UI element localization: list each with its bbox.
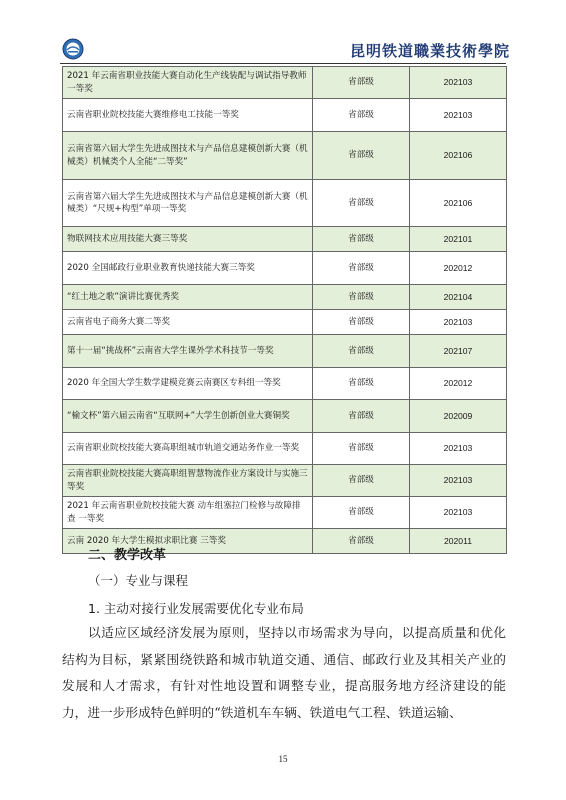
- table-row: [63, 285, 507, 310]
- award-level-cell: 省部级: [313, 180, 410, 227]
- page-number: 15: [278, 754, 288, 764]
- award-date-cell: 202011: [410, 529, 507, 554]
- award-level-cell: 省部级: [313, 285, 410, 310]
- award-level-cell: 省部级: [313, 368, 410, 400]
- award-level-cell: 省部级: [313, 310, 410, 335]
- award-name-cell: 物联网技术应用技能大赛三等奖: [63, 227, 313, 252]
- section-heading: 二、教学改革: [88, 548, 167, 563]
- table-row: [63, 67, 507, 99]
- award-date-cell: 202103: [410, 99, 507, 132]
- award-level-cell: 省部级: [313, 67, 410, 99]
- award-level-cell: 省部级: [313, 132, 410, 180]
- table-row: [63, 99, 507, 132]
- award-name-cell: “榆文杯”第六届云南省“互联网+”大学生创新创业大赛铜奖: [63, 400, 313, 433]
- award-name-cell: 云南省第六届大学生先进成图技术与产品信息建模创新大赛（机械类）“尺规+构型”单项一等奖: [63, 180, 313, 227]
- award-name-cell: 第十一届“挑战杯”云南省大学生课外学术科技节一等奖: [63, 335, 313, 368]
- table-row: [63, 465, 507, 497]
- award-date-cell: 202106: [410, 132, 507, 180]
- award-name-cell: 云南省电子商务大赛二等奖: [63, 310, 313, 335]
- award-date-cell: 202103: [410, 465, 507, 497]
- header-rule: [60, 63, 506, 64]
- award-level-cell: 省部级: [313, 99, 410, 132]
- award-date-cell: 202106: [410, 180, 507, 227]
- body-paragraph: 以适应区域经济发展为原则，坚持以市场需求为导向，以提高质量和优化结构为目标，紧紧围绕铁路和城市轨道交通、通信、邮政行业及其相关产业的发展和人才需求，有针对性地设置和调整专业，提高服务地方经济建设的能力，进一步形成特色鲜明的“铁道机车车辆、铁道电气工程、铁道运输、: [62, 625, 506, 720]
- table-row: [63, 433, 507, 465]
- award-name-cell: “红土地之歌”演讲比赛优秀奖: [63, 285, 313, 310]
- award-date-cell: 202009: [410, 400, 507, 433]
- award-date-cell: 202103: [410, 497, 507, 529]
- award-date-cell: 202103: [410, 310, 507, 335]
- award-name-cell: 2020 全国邮政行业职业教育快递技能大赛三等奖: [63, 252, 313, 285]
- award-level-cell: 省部级: [313, 252, 410, 285]
- award-level-cell: 省部级: [313, 497, 410, 529]
- page-header: [60, 38, 510, 64]
- award-level-cell: 省部级: [313, 400, 410, 433]
- award-level-cell: 省部级: [313, 465, 410, 497]
- award-level-cell: 省部级: [313, 433, 410, 465]
- award-name-cell: 2020 年全国大学生数学建模竞赛云南赛区专科组一等奖: [63, 368, 313, 400]
- award-name-cell: 云南省第六届大学生先进成图技术与产品信息建模创新大赛（机械类）机械类个人全能“二等奖”: [63, 132, 313, 180]
- table-row: [63, 227, 507, 252]
- award-date-cell: 202101: [410, 227, 507, 252]
- table-row: [63, 310, 507, 335]
- subsection-heading: （一）专业与课程: [88, 573, 189, 588]
- award-name-cell: 云南省职业院校技能大赛维修电工技能一等奖: [63, 99, 313, 132]
- item-heading: 1. 主动对接行业发展需要优化专业布局: [88, 601, 304, 616]
- awards-table-body: [63, 67, 507, 554]
- award-date-cell: 202107: [410, 335, 507, 368]
- award-name-cell: 2021 年云南省职业技能大赛自动化生产线装配与调试指导教师一等奖: [63, 67, 313, 99]
- awards-table: [62, 66, 507, 554]
- award-level-cell: 省部级: [313, 335, 410, 368]
- table-row: [63, 335, 507, 368]
- table-row: [63, 180, 507, 227]
- school-name: 昆明铁道職業技術學院: [349, 42, 510, 60]
- award-level-cell: 省部级: [313, 529, 410, 554]
- award-name-cell: 云南省职业院校技能大赛高职组智慧物流作业方案设计与实施三等奖: [63, 465, 313, 497]
- award-date-cell: 202012: [410, 252, 507, 285]
- award-date-cell: 202103: [410, 67, 507, 99]
- award-name-cell: 云南省职业院校技能大赛高职组城市轨道交通站务作业一等奖: [63, 433, 313, 465]
- award-level-cell: 省部级: [313, 227, 410, 252]
- table-row: [63, 400, 507, 433]
- award-date-cell: 202103: [410, 433, 507, 465]
- table-row: [63, 252, 507, 285]
- award-name-cell: 2021 年云南省职业院校技能大赛 动车组塞拉门检修与故障排查 一等奖: [63, 497, 313, 529]
- table-row: [63, 132, 507, 180]
- award-date-cell: 202104: [410, 285, 507, 310]
- table-row: [63, 368, 507, 400]
- table-row: [63, 497, 507, 529]
- school-emblem-icon: [62, 38, 84, 60]
- award-date-cell: 202012: [410, 368, 507, 400]
- award-name-cell: 云南 2020 年大学生模拟求职比赛 三等奖: [63, 529, 313, 554]
